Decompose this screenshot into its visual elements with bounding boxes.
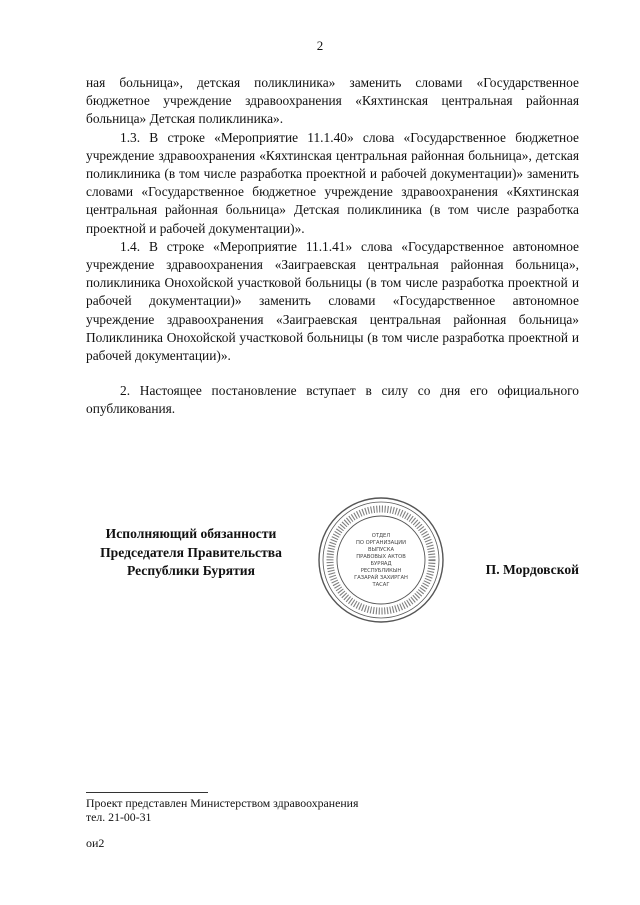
footnote-line: тел. 21-00-31 xyxy=(86,810,152,824)
paragraph-item-1-3: 1.3. В строке «Мероприятие 11.1.40» слова «Государственное бюджетное учреждение здравоохранения «Кяхтинская центральная районная больница», детская поликлиника (в том числе разработка проектной и рабочей документации)» заменить словами «Государственное бюджетное учреждение здравоохранения «Кяхтинская центральная районная больница» Детская поликлиника (в том числе разработка проектной и рабочей документации)». xyxy=(86,129,579,236)
footnote xyxy=(86,796,358,824)
paragraph-item-1-4: 1.4. В строке «Мероприятие 11.1.41» слова «Государственное автономное учреждение здравоохранения «Заиграевская центральная районная больница», поликлиника Онохойской участковой больницы (в том числе разработка проектной и рабочей документации)» заменить словами «Государственное автономное учреждение здравоохранения «Заиграевская центральная районная больница» Поликлиника Онохойской участковой больницы (в том числе разработка проектной и рабочей документации)». xyxy=(86,238,579,364)
official-seal xyxy=(317,496,445,624)
paragraph-continuation: ная больница», детская поликлиника» заменить словами «Государственное бюджетное учреждение здравоохранения «Кяхтинская центральная районная больница» Детская поликлиника». xyxy=(86,75,579,127)
seal-line: ГАЗАРАЙ ЗАХИРГАН xyxy=(354,575,408,581)
footnote-line: Проект представлен Министерством здравоохранения xyxy=(86,796,359,810)
signer-title-line: Исполняющий обязанности xyxy=(105,526,277,541)
seal-line: ОТДЕЛ xyxy=(371,533,391,539)
seal-line: ТАСАГ xyxy=(372,582,390,588)
seal-line: РЕСПУБЛИКЫН xyxy=(360,568,402,574)
page-number: 2 xyxy=(316,38,324,53)
signer-name: П. Мордовской xyxy=(485,562,579,577)
seal-line: ПО ОРГАНИЗАЦИИ xyxy=(355,540,407,546)
signer-title xyxy=(86,525,296,581)
seal-line: БУРЯАД xyxy=(370,561,392,567)
paragraph-item-2: 2. Настоящее постановление вступает в силу со дня его официального опубликования. xyxy=(86,383,579,417)
document-body xyxy=(86,74,579,419)
footnote-divider xyxy=(86,792,208,793)
seal-line: ПРАВОВЫХ АКТОВ xyxy=(356,554,406,560)
signer-title-line: Председателя Правительства xyxy=(100,544,282,560)
seal-line: ВЫПУСКА xyxy=(367,547,395,553)
document-code: ои2 xyxy=(86,836,105,850)
signer-title-line: Республики Бурятия xyxy=(126,563,255,578)
